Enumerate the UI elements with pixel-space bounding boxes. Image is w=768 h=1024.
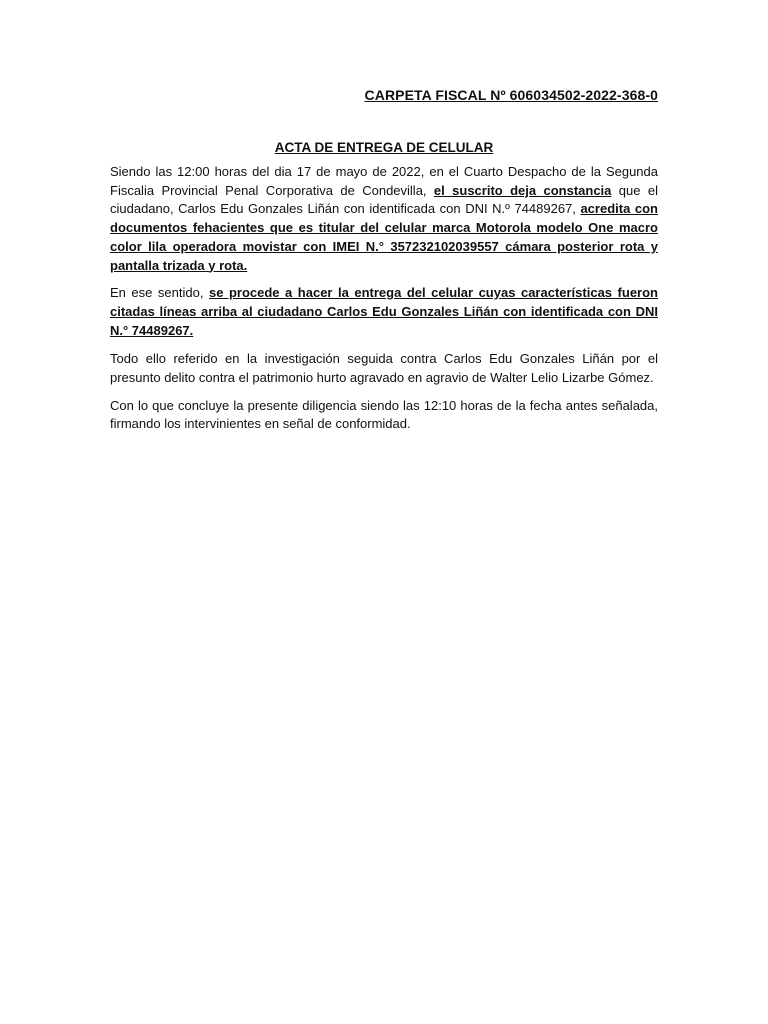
paragraph-1-text-a: Siendo las 12:00 horas del dia 17 de mayo de 2022, en el Cuarto Despacho de la Segunda Fiscalia Provincial Penal Corporativa de Condevilla,: [110, 164, 658, 198]
paragraph-2-text: En ese sentido,: [110, 285, 209, 301]
paragraph-1-emphasis-b: acredita con documentos fehacientes que es titular del celular marca Motorola modelo One macro color lila operadora movistar con IMEI N.° 357232102039557 cámara posterior rota y pantalla trizada y rota.: [110, 201, 658, 273]
case-number-heading: CARPETA FISCAL Nº 606034502-2022-368-0: [364, 87, 658, 103]
paragraph-4: Con lo que concluye la presente diligencia siendo las 12:10 horas de la fecha antes señalada, firmando los intervinientes en señal de conformidad.: [110, 397, 658, 432]
paragraph-1-emphasis-a: el suscrito deja constancia: [433, 182, 612, 198]
paragraph-2-emphasis: se procede a hacer la entrega del celular cuyas características fueron citadas líneas arriba al ciudadano Carlos Edu Gonzales Liñán con identificada con DNI N.° 74489267.: [110, 285, 658, 338]
document-body: [110, 163, 658, 443]
document-title: ACTA DE ENTREGA DE CELULAR: [274, 140, 494, 155]
paragraph-2: [110, 284, 658, 340]
paragraph-3: Todo ello referido en la investigación seguida contra Carlos Edu Gonzales Liñán por el presunto delito contra el patrimonio hurto agravado en agravio de Walter Lelio Lizarbe Gómez.: [110, 351, 658, 386]
paragraph-1-text-b: que el ciudadano, Carlos Edu Gonzales Liñán con identificada con DNI N.º 74489267,: [110, 182, 658, 217]
paragraph-1: [110, 163, 658, 275]
